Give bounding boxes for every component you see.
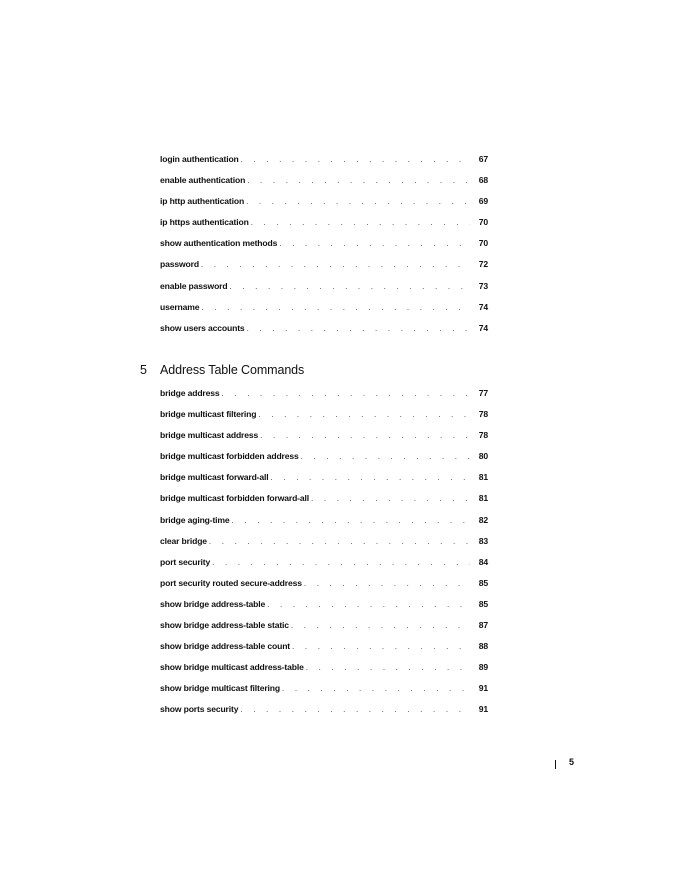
toc-entry[interactable] (160, 217, 488, 238)
toc-entry-page: 84 (478, 556, 488, 567)
dot-leader (292, 642, 470, 651)
toc-entry-title: bridge aging-time (160, 514, 230, 525)
toc-entry[interactable] (160, 704, 488, 725)
toc-entry-title: bridge multicast address (160, 430, 259, 441)
dot-leader (311, 494, 470, 503)
toc-entry-page: 80 (478, 451, 488, 462)
toc-entry-page: 89 (478, 662, 488, 673)
dot-leader (260, 431, 470, 440)
toc-entry-title: show ports security (160, 704, 239, 715)
dot-leader (247, 176, 470, 185)
toc-entry-page: 73 (478, 280, 488, 291)
toc-entry-title: port security (160, 556, 211, 567)
dot-leader (201, 260, 470, 269)
toc-entry-page: 81 (478, 493, 488, 504)
dot-leader (246, 197, 470, 206)
toc-entry[interactable] (160, 430, 488, 451)
toc-entry-title: login authentication (160, 154, 239, 164)
toc-entry-page: 77 (478, 388, 488, 398)
toc-entry[interactable] (160, 238, 488, 259)
footer-page-number: 5 (569, 757, 575, 767)
toc-entry[interactable] (160, 451, 488, 472)
toc-entry[interactable] (160, 515, 488, 536)
toc-entry-page: 91 (478, 704, 488, 715)
chapter-number: 5 (140, 363, 147, 377)
chapter-title: Address Table Commands (160, 363, 305, 377)
toc-entry[interactable] (160, 620, 488, 641)
toc-entry-page: 70 (478, 238, 488, 249)
toc-entry-page: 91 (478, 683, 488, 694)
toc-entry[interactable] (160, 557, 488, 578)
toc-entry-title: port security routed secure-address (160, 577, 302, 588)
dot-leader (212, 558, 470, 567)
toc-entry[interactable] (160, 662, 488, 683)
footer-divider (555, 760, 556, 769)
toc-entry-title: show bridge address-table (160, 598, 266, 609)
toc-entry-title: clear bridge (160, 535, 207, 546)
dot-leader (201, 303, 470, 312)
dot-leader (240, 705, 470, 714)
toc-entry-page: 78 (478, 409, 488, 420)
toc-entry-title: show bridge multicast filtering (160, 683, 280, 694)
toc-entry-page: 85 (478, 598, 488, 609)
dot-leader (304, 579, 470, 588)
dot-leader (267, 600, 470, 609)
toc-entry[interactable] (160, 409, 488, 430)
toc-entry-page: 81 (478, 472, 488, 483)
toc-entry-title: bridge multicast forward-all (160, 472, 269, 483)
toc-entry[interactable] (160, 196, 488, 217)
toc-list-previous-chapter (160, 154, 488, 344)
toc-entry-page: 78 (478, 430, 488, 441)
dot-leader (291, 621, 470, 630)
toc-entry[interactable] (160, 536, 488, 557)
toc-entry[interactable] (160, 683, 488, 704)
toc-entry-title: ip http authentication (160, 196, 245, 207)
dot-leader (232, 516, 470, 525)
toc-entry-page: 72 (478, 259, 488, 270)
toc-entry-page: 67 (478, 154, 488, 164)
toc-entry-page: 82 (478, 514, 488, 525)
toc-entry-title: bridge multicast forbidden forward-all (160, 493, 310, 504)
toc-entry-title: username (160, 301, 200, 312)
toc-entry-title: ip https authentication (160, 217, 249, 228)
toc-entry-title: show bridge address-table static (160, 620, 289, 631)
chapter-heading[interactable] (140, 363, 304, 377)
toc-entry-page: 88 (478, 641, 488, 652)
dot-leader (209, 537, 470, 546)
toc-entry[interactable] (160, 259, 488, 280)
toc-entry-page: 83 (478, 535, 488, 546)
dot-leader (251, 218, 470, 227)
toc-entry[interactable] (160, 493, 488, 514)
toc-entry[interactable] (160, 578, 488, 599)
dot-leader (222, 389, 470, 398)
dot-leader (229, 282, 470, 291)
toc-entry-title: password (160, 259, 199, 270)
toc-entry[interactable] (160, 154, 488, 175)
toc-entry-title: bridge address (160, 388, 220, 398)
toc-entry-title: bridge multicast forbidden address (160, 451, 299, 462)
toc-entry-page: 74 (478, 322, 488, 333)
dot-leader (306, 663, 470, 672)
toc-entry-page: 74 (478, 301, 488, 312)
toc-entry-page: 70 (478, 217, 488, 228)
toc-entry-title: bridge multicast filtering (160, 409, 257, 420)
toc-entry[interactable] (160, 641, 488, 662)
dot-leader (247, 324, 470, 333)
dot-leader (258, 410, 470, 419)
toc-entry-page: 87 (478, 620, 488, 631)
dot-leader (282, 684, 470, 693)
toc-entry-page: 68 (478, 175, 488, 186)
toc-entry-title: show authentication methods (160, 238, 278, 249)
dot-leader (279, 239, 470, 248)
toc-entry-title: enable authentication (160, 175, 246, 186)
toc-entry[interactable] (160, 323, 488, 344)
dot-leader (271, 473, 471, 482)
toc-entry[interactable] (160, 472, 488, 493)
toc-entry-title: show bridge address-table count (160, 641, 291, 652)
toc-entry-title: show bridge multicast address-table (160, 662, 304, 673)
toc-entry[interactable] (160, 281, 488, 302)
toc-entry-page: 85 (478, 577, 488, 588)
toc-entry-title: show users accounts (160, 322, 245, 333)
toc-list-chapter-5 (160, 388, 488, 726)
toc-entry[interactable] (160, 302, 488, 323)
dot-leader (241, 155, 470, 164)
toc-entry[interactable] (160, 388, 488, 409)
toc-entry[interactable] (160, 175, 488, 196)
dot-leader (301, 452, 470, 461)
toc-entry-page: 69 (478, 196, 488, 207)
toc-entry-title: enable password (160, 280, 228, 291)
toc-entry[interactable] (160, 599, 488, 620)
